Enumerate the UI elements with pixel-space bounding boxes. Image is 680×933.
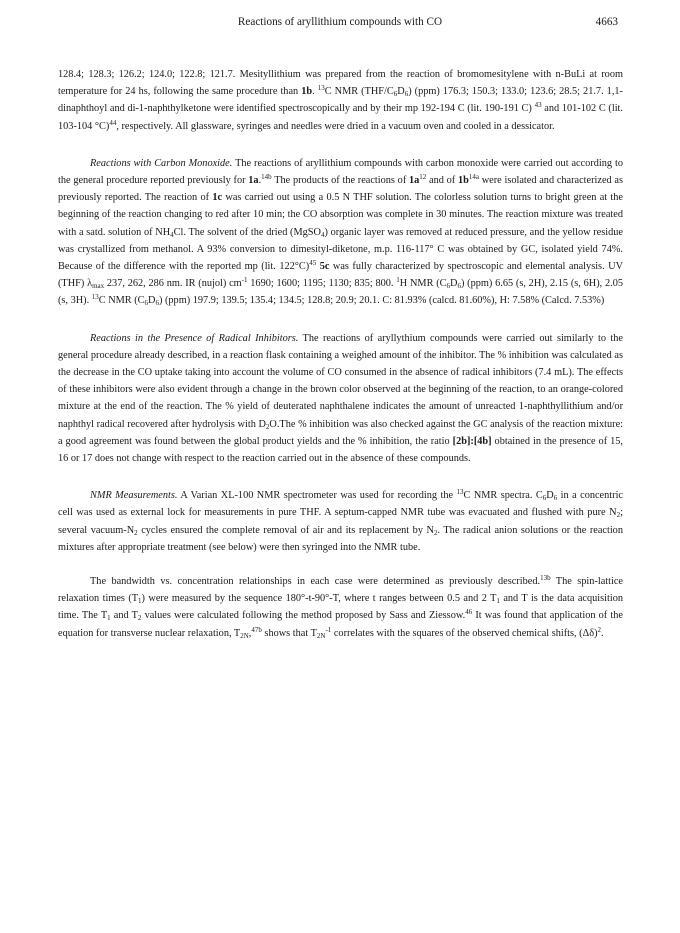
text-span: ) organic layer was removed at reduced pressure, and the yellow residue was crystallized from methanol. A 93% conversion to dimesityl-diketone, m.p. 116-117° C was obtained by GC, isolated yield 74%. Because of the difference with the reported mp (lit. 122°C) (58, 226, 623, 273)
text-span: D (148, 295, 156, 307)
reference-superscript: 45 (309, 259, 317, 268)
text-span: The bandwidth vs. concentration relationships in each case were determined as previously described. (90, 576, 541, 588)
text-span: 237, 262, 286 nm. IR (nujol) cm (104, 278, 242, 290)
subscript: 6 (457, 282, 461, 291)
text-span: . (312, 86, 318, 98)
text-span: . The radical anion solutions or the reaction mixtures after appropriate treatment (see below) were then syringed into the NMR tube. (58, 524, 623, 553)
compound-label: 1b (457, 175, 469, 187)
compound-label: 1b (301, 86, 313, 98)
subscript: 2 (433, 528, 438, 537)
isotope-superscript: 13 (317, 84, 325, 93)
section-heading: Reactions in the Presence of Radical Inhibitors. (90, 332, 299, 344)
text-span: obtained in the presence of 15, 16 or 17 does not change with respect to the reaction carried out in the absence of these compounds. (58, 435, 623, 465)
compound-ratio: [2b]:[4b] (452, 435, 492, 447)
subscript: 2 (265, 422, 270, 431)
text-span: It was found that application of the equation for transverse nuclear relaxation, T (58, 610, 623, 639)
text-span: A Varian XL-100 NMR spectrometer was used for recording the (177, 490, 457, 502)
text-span: cycles ensured the complete removal of air and its replacement by N (137, 524, 434, 536)
text-span: ) were measured by the sequence 180°-t-90°-T, where t ranges between 0.5 and 2 T (141, 593, 497, 605)
section-heading: Reactions with Carbon Monoxide. (90, 157, 233, 169)
reference-superscript: 47b (251, 625, 262, 634)
text-span: 128.4; 128.3; 126.2; 124.0; 122.8; 121.7. Mesityllithium was prepared from the reaction of bromomesitylene with n-BuLi at room temperature for 24 hs, following the same procedure than (58, 69, 623, 98)
text-span: D (450, 278, 458, 290)
paragraph-carbon-monoxide: Reactions with Carbon Monoxide. The reactions of aryllithium compounds with carbon monoxide were carried out according to the general procedure reported previously for 1a.$^{14b}$ The products of the reactions of $1a^{12}$ and of $1b^{14a}$ were isolated and characterized as previously reported. The reaction of 1c was carried out using a 0.5 N THF solution. The colorless solution turns to bright green at the beginning of the reaction changing to red after 10 min; the CO absorption was complete in 30 minutes. The reaction mixture was treated with a satd. solution of $NH_4Cl$. The solvent of the dried (MgSO$_4$) organic layer was removed at reduced pressure, and the yellow residue was crystallized from methanol. A 93% conversion to dimesityl-diketone, m.p. 116-117° C was obtained by GC, isolated yield 74%. Because of the difference with the reported mp (lit. 122°C)$^{45}$ 5c was fully characterized by spectroscopic and elemental analysis. UV (THF) $\lambda_{max}$ 237, 262, 286 nm. IR (nujol) $cm^{-1}$ 1690; 1600; 1195; 1130; 835; 800. $^1$H NMR $(C_6D_6)$ (ppm) 6.65 (s, 2H), 2.15 (s, 6H), 2.05 (s, 3H). $^{13}$C NMR $(C_6D_6)$ (ppm) 197.9; 139.5; 135.4; 134.5; 128.8; 20.9; 20.1. C: 81.93% (calcd. 81.60%), H: 7.58% (Calcd. 7.53%) (58, 157, 624, 308)
paragraph-radical-inhibitors (58, 330, 623, 468)
subscript: 2N (240, 631, 249, 640)
text-span: and T is the data acquisition time. The T (58, 593, 623, 622)
text-span: ; several vacuum-N (58, 507, 623, 536)
text-span: 1690; 1600; 1195; 1130; 835; 800. (247, 278, 397, 290)
text-span: O.The % inhibition was also checked against the GC analysis of the reaction mixture: a good agreement was found between the global product yields and the % inhibition, the ratio (58, 418, 623, 447)
text-span: ) (408, 86, 412, 98)
text-span: Cl. The solvent of the dried (MgSO (173, 226, 321, 238)
reference-superscript: 12 (419, 173, 427, 182)
text-span: shows that T (261, 627, 317, 639)
subscript: 4 (320, 230, 325, 239)
text-span: C NMR spectra. C (463, 490, 543, 502)
running-title: Reactions of aryllithium compounds with CO (237, 16, 443, 28)
article-body (58, 66, 623, 642)
text-span: was fully characterized by spectroscopic and elemental analysis. UV (THF) λ (58, 261, 624, 290)
superscript: -1 (325, 625, 332, 634)
isotope-superscript: 1 (396, 276, 400, 285)
subscript: 2 (616, 511, 621, 520)
reference-superscript: 44 (109, 118, 117, 127)
subscript: 2N (316, 631, 326, 640)
subscript: 1 (138, 597, 142, 606)
page-header (0, 14, 680, 32)
text-span: The spin-lattice relaxation times (T (58, 576, 623, 605)
isotope-superscript: 13 (456, 488, 464, 497)
subscript: 6 (553, 494, 558, 503)
text-span: correlates with the squares of the observed chemical shifts, (Δδ) (331, 627, 598, 639)
paragraph-experimental-continued (58, 66, 623, 135)
text-span: . (601, 627, 604, 639)
text-span: D (546, 490, 554, 502)
page-number: 4663 (595, 16, 618, 28)
subscript: 6 (542, 494, 547, 503)
subscript: 6 (393, 90, 398, 99)
compound-label: 1a (248, 175, 259, 187)
text-span: were isolated and characterized as previously reported. The reaction of (58, 175, 624, 204)
subscript: 2 (134, 528, 138, 537)
reference-superscript: 13b (540, 574, 551, 583)
subscript: 6 (404, 90, 409, 99)
subscript: max (92, 282, 105, 291)
text-span: H NMR (C (399, 278, 447, 290)
text-span: , (248, 627, 252, 639)
text-span: and 101-102 C (lit. 103-104 °C) (58, 103, 623, 132)
subscript: 6 (155, 299, 159, 308)
text-span: and T (110, 610, 138, 622)
text-span: in a concentric cell was used as external lock for measurements in pure THF. A septum-capped NMR tube was evacuated and flushed with pure N (58, 490, 623, 519)
text-span: The reactions of aryllithium compounds with carbon monoxide were carried out according to the general procedure reported previously for (58, 157, 624, 187)
subscript: 1 (496, 597, 500, 606)
text-span: The products of the reactions of (271, 175, 409, 187)
reference-superscript: 43 (534, 101, 542, 110)
reference-superscript: 14a (468, 173, 479, 182)
subscript: 4 (170, 230, 174, 239)
subscript: 2 (137, 614, 142, 623)
paragraph-relaxation (58, 573, 623, 642)
compound-label: 1a (409, 175, 420, 187)
text-span: and of (426, 175, 458, 187)
text-span: D (397, 86, 405, 98)
text-span: ) (ppm) 197.9; 139.5; 135.4; 134.5; 128.8; 20.9; 20.1. C: 81.93% (calcd. 81.60%), H: 7.58% (Calcd. 7.53%) (158, 295, 605, 307)
text-span: All glassware, syringes and needles were dried in a vacuum oven and cooled in a dessicator. (173, 120, 555, 132)
compound-label: 5c (316, 261, 330, 273)
text-span: ) (ppm) 6.65 (s, 2H), 2.15 (s, 6H), 2.05 (s, 3H). (58, 278, 623, 307)
isotope-superscript: 13 (91, 293, 99, 302)
reference-superscript: 46 (465, 608, 473, 617)
text-span: (ppm) 176.3; 150.3; 133.0; 123.6; 28.5; 21.7. 1,1-dinaphthoyl and di-1-naphthylketone were identified spectroscopically and by their mp 192-194 C (lit. 190-191 C) (58, 86, 623, 115)
subscript: 6 (446, 282, 451, 291)
section-heading: NMR Measurements. (90, 490, 178, 502)
text-span: , respectively. (116, 120, 174, 132)
text-span: was carried out using a 0.5 N THF solution. The colorless solution turns to bright green at the beginning of the reaction changing to red after 10 min; the CO absorption was complete in 30 minutes. The reaction mixture was treated with a satd. solution of NH (58, 192, 624, 238)
paragraph-nmr-measurements (58, 487, 623, 556)
superscript: -1 (241, 276, 248, 285)
text-span: C NMR (THF/C (324, 86, 394, 98)
compound-label: 1c (212, 192, 223, 204)
subscript: 6 (144, 299, 149, 308)
text-span: The reactions of aryllythium compounds were carried out similarly to the general procedure already described, in a reaction flask containing a weighed amount of the inhibitor. The % inhibition was calculated as the decrease in the CO uptake taking into account the volume of CO consumed in the absence of radical inhibitors (7.4 mL). The effects of these inhibitors were also evident through a change in the brown color observed at the beginning of the reaction, to an orange-colored mixture at the end of the reaction. The % yield of deuterated naphthalene indicates the amount of unreacted 1-naphthyllithium and/or naphthyl radical recovered after hydrolysis with D (58, 332, 623, 430)
text-span: values were calculated following the method proposed by Sass and Ziessow. (141, 610, 466, 622)
subscript: 1 (107, 614, 111, 623)
reference-superscript: 14b (261, 173, 272, 182)
superscript: 2 (597, 625, 602, 634)
text-span: C NMR (C (98, 295, 145, 307)
